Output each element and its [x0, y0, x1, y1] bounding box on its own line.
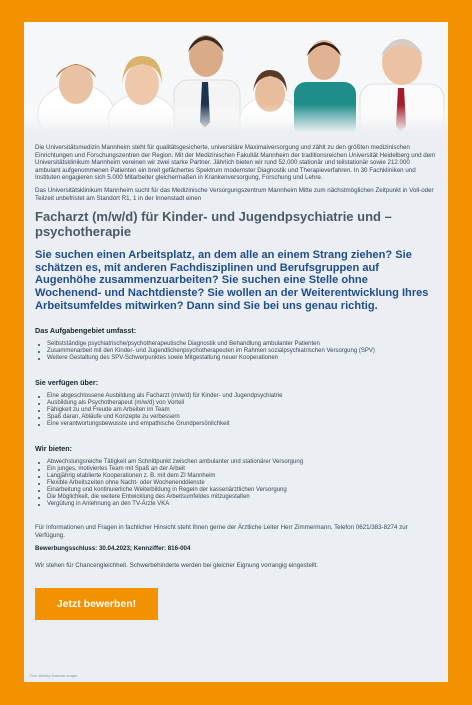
list-item: Fähigkeit zu und Freude am Arbeiten im Team [35, 407, 437, 414]
list-item: Vergütung in Anlehnung an den TV-Ärzte VKA [35, 501, 437, 508]
deadline-text: Bewerbungsschluss: 30.04.2023; Kennziffer: 816-004 [35, 545, 191, 553]
list-item: Abwechslungsreiche Tätigkeit am Schnittpunkt zwischen ambulanter und stationärer Versorgung [35, 459, 437, 466]
list-item: Weitere Gestaltung des SPV-Schwerpunktes sowie Mitgestaltung neuer Kooperationen [35, 355, 437, 362]
job-ad-card [24, 22, 448, 682]
list-item: Langjährig etablierte Kooperationen z. B. mit dem ZI Mannheim [35, 473, 437, 480]
list-item: Selbstständige psychiatrische/psychotherapeutische Diagnostik und Behandlung ambulanter Patienten [35, 341, 437, 348]
intro-text [35, 144, 437, 202]
list-item: Eine verantwortungsbewusste und empathische Grundpersönlichkeit [35, 421, 437, 428]
list-item: Einarbeitung und kontinuierliche Weiterbildung in Regeln der kassenärztlichen Versorgung [35, 487, 437, 494]
photo-credit: Foto: Monkey Business Images [30, 674, 78, 678]
intro-paragraph-2: Das Universitätsklinikum Mannheim sucht für das Medizinische Versorgungszentrum Mannheim Mitte zum nächstmöglichen Zeitpunkt in Voll-oder Teilzeit unbefristet am Standort R1, 1 in der Innenstadt einen [35, 186, 434, 202]
list-item: Ein junges, motiviertes Team mit Spaß an der Arbeit [35, 466, 437, 473]
medical-team-illustration [24, 22, 448, 132]
profile-list [35, 393, 437, 428]
tasks-heading: Das Aufgabengebiet umfasst: [35, 326, 137, 336]
offer-list [35, 459, 437, 508]
contact-text: Für Informationen und Fragen in fachlicher Hinsicht steht Ihnen gerne der Ärztliche Leiter Herr Zimmermann, Telefon 0621/383-8274 zur Verfügung. [35, 524, 408, 539]
intro-paragraph-1: Die Universitätsmedizin Mannheim steht für qualitätsgesicherte, universitäre Maximalversorgung und zählt zu den größten medizinischen Einrichtungen und Forschungszentren der Region. Mit der Medizinischen Fakultät Mannheim der traditionsreichen Universität Heidelberg und dem Universitätsklinikum Mannheim vereinen wir zwei starke Partner. Jährlich bieten wir rund 52.000 stationär und teilstationär sowie 212.000 ambulant aufgenommenen Patienten ein breit gefächertes Spektrum modernster Diagnostik und Therapieverfahren. In 30 Fachkliniken und Instituten engagieren sich 5.000 Mitarbeiter gleichermaßen in Krankenversorgung, Forschung und Lehre. [35, 144, 436, 182]
list-item: Spaß daran, Abläufe und Konzepte zu verbessern [35, 414, 437, 421]
list-item: Eine abgeschlossene Ausbildung als Facharzt (m/w/d) für Kinder- und Jugendpsychiatrie [35, 393, 437, 400]
hero-photo [24, 22, 448, 132]
list-item: Die Möglichkeit, die weitere Entwicklung des Arbeitsumfeldes mitzugestalten [35, 494, 437, 501]
offer-heading: Wir bieten: [35, 444, 73, 454]
job-title: Facharzt (m/w/d) für Kinder- und Jugendpsychiatrie und –psychotherapie [35, 209, 392, 240]
ad-content [24, 132, 448, 620]
list-item: Ausbildung als Psychotherapeut (m/w/d) von Vorteil [35, 400, 437, 407]
lead-text: Sie suchen einen Arbeitsplatz, an dem alle an einem Strang ziehen? Sie schätzen es, mit anderen Fachdisziplinen und Berufsgruppen auf Augenhöhe zusammenzuarbeiten? Sie suchen eine Stelle ohne Wochenend- und Nachtdienste? Sie wollen an der Weiterentwicklung Ihres Arbeitsumfeldes mitwirken? Dann sind Sie bei uns genau richtig. [35, 249, 429, 312]
list-item: Zusammenarbeit mit den Kinder- und Jugendlichenpsychotherapeuten im Rahmen sozialpsychiatrischen Versorgung (SPV) [35, 348, 437, 355]
equality-text: Wir stehen für Chancengleichheit. Schwerbehinderte werden bei gleicher Eignung vorrangig eingestellt. [35, 562, 319, 570]
profile-heading: Sie verfügen über: [35, 378, 99, 388]
list-item: Flexible Arbeitszeiten ohne Nacht- oder Wochenenddienste [35, 480, 437, 487]
apply-button[interactable]: Jetzt bewerben! [35, 588, 158, 620]
tasks-list [35, 341, 437, 362]
